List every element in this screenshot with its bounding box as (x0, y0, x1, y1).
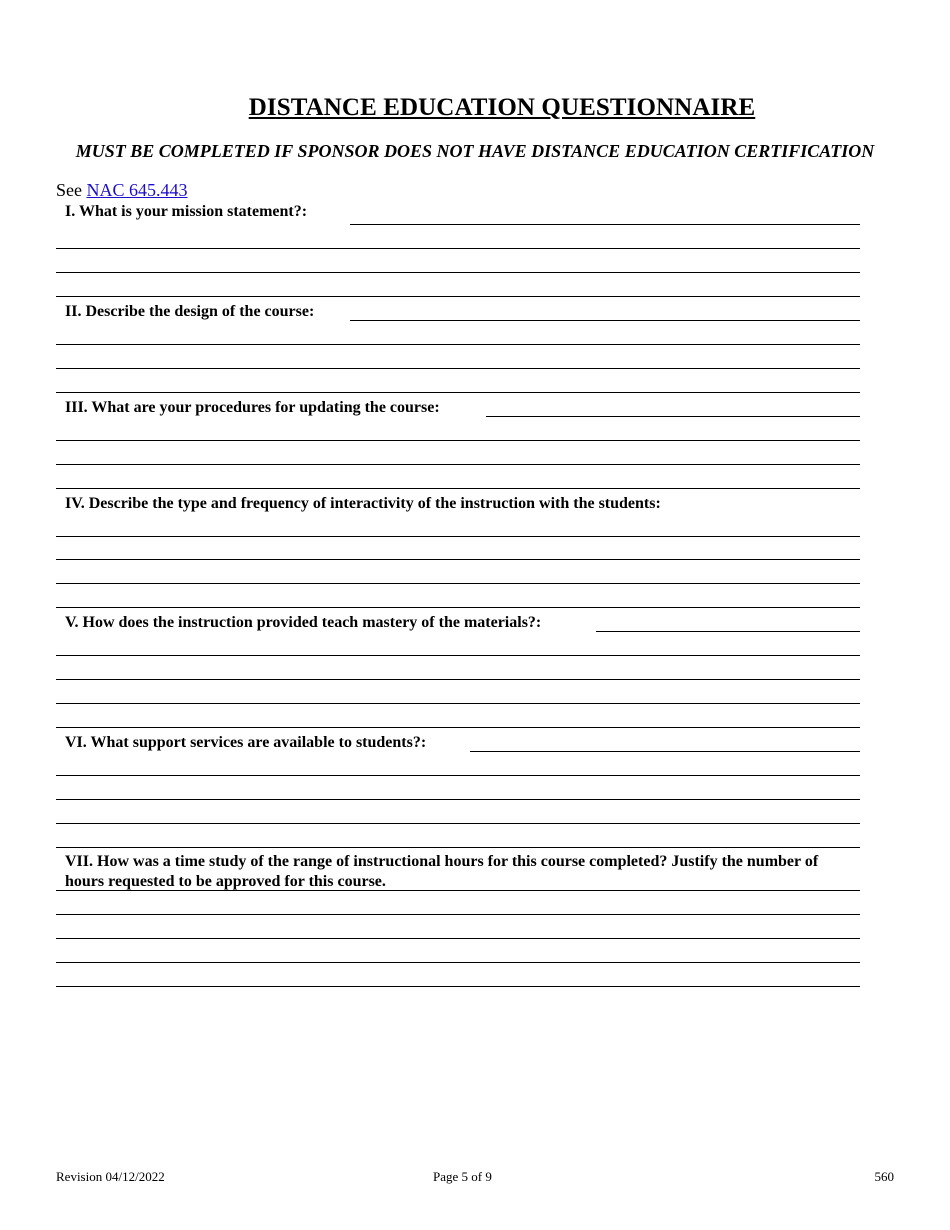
answer-line[interactable] (56, 847, 860, 848)
reference-prefix: See (56, 180, 82, 200)
answer-line[interactable] (56, 655, 860, 656)
answer-line[interactable] (486, 416, 860, 417)
answer-line[interactable] (56, 938, 860, 939)
question-7-label: VII. How was a time study of the range of instructional hours for this course completed? Justify the number of hours requested to be approved for this course. (65, 853, 819, 890)
answer-line[interactable] (56, 368, 860, 369)
answer-line[interactable] (56, 607, 860, 608)
page-subtitle: MUST BE COMPLETED IF SPONSOR DOES NOT HAVE DISTANCE EDUCATION CERTIFICATION (75, 141, 875, 161)
answer-line[interactable] (56, 823, 860, 824)
revision-date: Revision 04/12/2022 (56, 1169, 165, 1184)
answer-line[interactable] (350, 224, 860, 225)
answer-line[interactable] (56, 799, 860, 800)
answer-line[interactable] (56, 296, 860, 297)
answer-line[interactable] (56, 962, 860, 963)
answer-line[interactable] (56, 559, 860, 560)
answer-line[interactable] (56, 392, 860, 393)
answer-line[interactable] (56, 679, 860, 680)
answer-line[interactable] (56, 272, 860, 273)
answer-line[interactable] (56, 703, 860, 704)
answer-line[interactable] (596, 631, 860, 632)
answer-line[interactable] (56, 727, 860, 728)
question-3-label: III. What are your procedures for updating the course: (65, 399, 440, 416)
answer-line[interactable] (56, 440, 860, 441)
page-title: DISTANCE EDUCATION QUESTIONNAIRE (248, 94, 756, 121)
question-4-label: IV. Describe the type and frequency of interactivity of the instruction with the students: (65, 495, 661, 512)
answer-line[interactable] (350, 320, 860, 321)
answer-line[interactable] (56, 536, 860, 537)
answer-line[interactable] (56, 464, 860, 465)
form-number: 560 (874, 1169, 894, 1184)
answer-line[interactable] (56, 986, 860, 987)
answer-line[interactable] (56, 248, 860, 249)
page-number: Page 5 of 9 (433, 1169, 492, 1184)
answer-line[interactable] (56, 914, 860, 915)
answer-line[interactable] (56, 488, 860, 489)
question-1-label: I. What is your mission statement?: (65, 203, 308, 220)
question-5-label: V. How does the instruction provided teach mastery of the materials?: (65, 614, 542, 631)
reference-line (56, 180, 188, 201)
answer-line[interactable] (56, 890, 860, 891)
answer-line[interactable] (470, 751, 860, 752)
answer-line[interactable] (56, 344, 860, 345)
question-2-label: II. Describe the design of the course: (65, 303, 315, 320)
nac-reference-link[interactable]: NAC 645.443 (86, 180, 188, 200)
question-6-label: VI. What support services are available to students?: (65, 734, 427, 751)
answer-line[interactable] (56, 775, 860, 776)
answer-line[interactable] (56, 583, 860, 584)
